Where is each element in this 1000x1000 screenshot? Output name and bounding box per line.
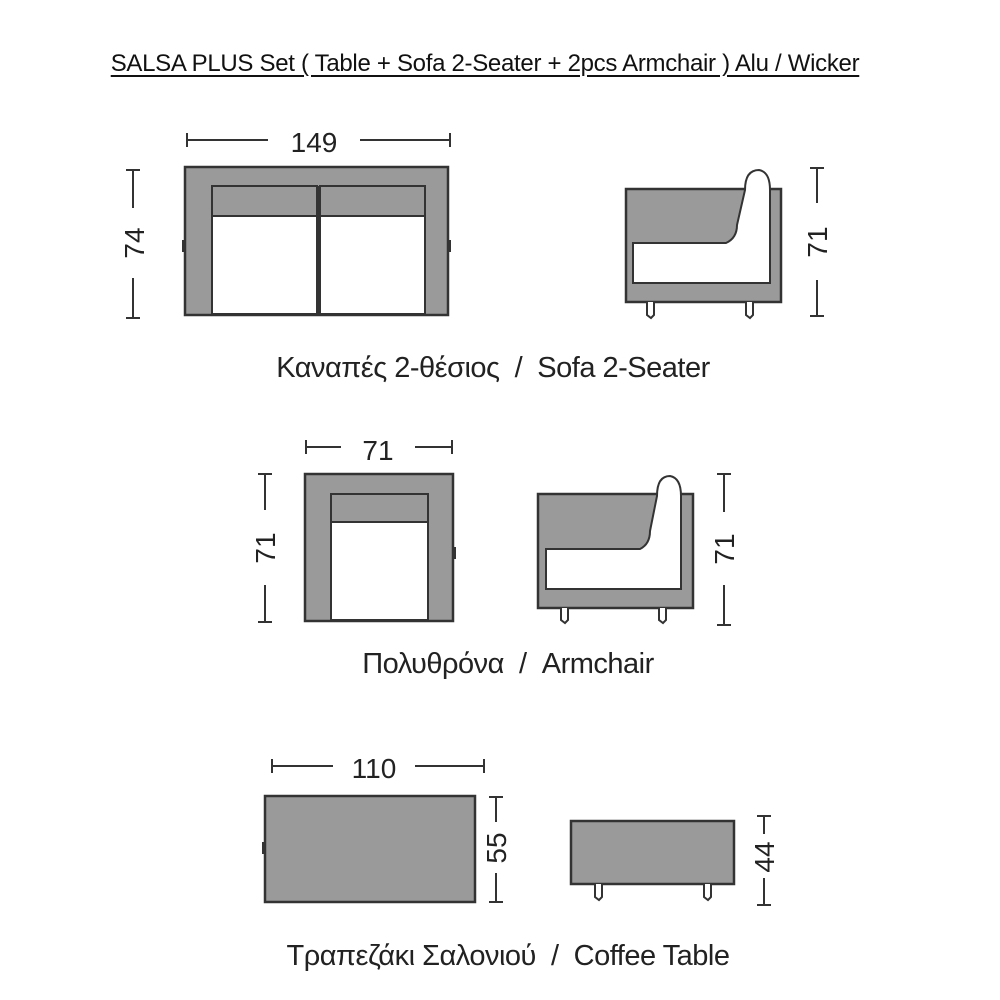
armchair-height-value: 71	[709, 533, 740, 565]
sofa-width-value: 149	[290, 127, 338, 158]
coffee-table-top-view	[262, 796, 475, 902]
armchair-caption: Πολυθρόνα / Armchair	[362, 648, 654, 680]
sofa-top-view	[182, 167, 451, 315]
armchair-top-view	[305, 474, 456, 621]
sofa-side-view	[626, 170, 781, 318]
armchair-depth-value: 71	[250, 532, 281, 564]
sofa-caption: Καναπές 2-θέσιος / Sofa 2-Seater	[276, 352, 710, 384]
diagram-title: SALSA PLUS Set ( Table + Sofa 2-Seater + 2pcs Armchair ) Alu / Wicker	[110, 50, 860, 77]
coffee-table-side-view	[571, 821, 734, 900]
table-height-value: 44	[749, 841, 780, 873]
armchair-side-view	[538, 476, 693, 623]
armchair-width-value: 71	[362, 435, 394, 466]
sofa-depth-value: 74	[119, 227, 150, 259]
table-depth-value: 55	[481, 832, 512, 864]
sofa-height-value: 71	[802, 226, 833, 258]
coffee-table-caption: Τραπεζάκι Σαλονιού / Coffee Table	[286, 940, 730, 972]
table-width-value: 110	[351, 753, 397, 784]
